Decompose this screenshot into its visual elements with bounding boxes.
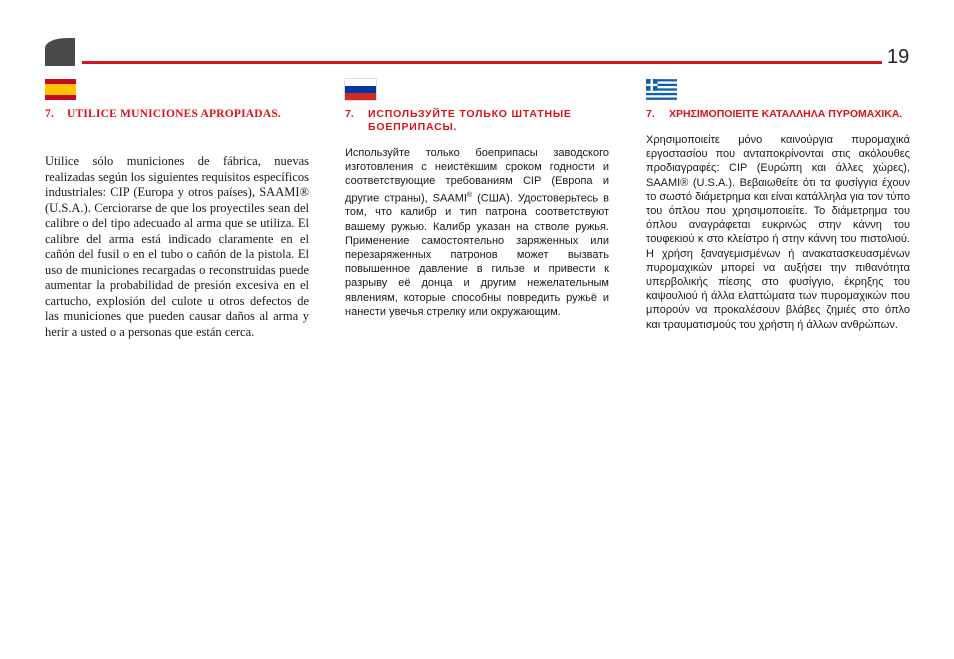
section-body xyxy=(345,146,609,319)
section-spanish xyxy=(45,108,309,340)
section-number: 7. xyxy=(345,108,354,120)
section-heading xyxy=(45,108,309,120)
section-title: ΧΡΗΣΙΜΟΠΟΙΕΙΤΕ ΚΑΤΑΛΛΗΛΑ ΠΥΡΟΜΑΧΙΚΑ. xyxy=(669,108,903,120)
section-russian xyxy=(345,108,609,319)
section-heading xyxy=(646,108,910,121)
header-rule xyxy=(82,61,882,64)
section-body: Χρησιμοποιείτε μόνο καινούργια πυρομαχικά εργοστασίου που ανταποκρίνονται στις ακόλουθες προδιαγραφές: CIP (Ευρώπη και άλλες χώρες), SAAMI® (U.S.A.). Βεβαιωθείτε ότι τα φυσίγγια έχουν το σωστό διάμετρημα και είναι κατάλληλα για τον τύπο του όπλου που χρησιμοποιείτε. Το διάμετρημα του όπλου αναγράφεται ευκρινώς στην κάννη του τουφεκιού κ στο κλείστρο ή στην κάννη του πιστολιού. Η χρήση ξαναγεμισμένων ή ανακατασκευασμένων πυρομαχικών μπορεί να αυξήσει την πιθανότητα υπερβολικής πίεσης στο φυσίγγιο, έκρηξης του καψουλιού ή άλλα ελαττώματα των πυρομαχικών που μπορούν να προκαλέσουν βλάβες ζημιές στο όπλο και τραυματισμούς του χρήστη ή άλλων ανθρώπων. xyxy=(646,134,910,331)
flag-spain-icon xyxy=(45,79,76,100)
section-title: UTILICE MUNICIONES APROPIADAS. xyxy=(67,108,281,120)
body-text-part: (США). Удостоверьтесь в том, что калибр и тип патрона соответствуют вашему ружью. Калибр указан на стволе ружья. Применение самостоятельно заряженных или перезаряженных патронов может вызвать повышенное давление в гильзе и привести к разрыву её донца и другим нежелательным явлениям, которые способны повредить ружьё и нанести увечья стрелку или окружающим. xyxy=(345,192,609,318)
section-number: 7. xyxy=(646,108,655,120)
brand-logo xyxy=(45,38,75,66)
section-greek xyxy=(646,108,910,332)
section-title: ИСПОЛЬЗУЙТЕ ТОЛЬКО ШТАТНЫЕ БОЕПРИПАСЫ. xyxy=(368,108,572,133)
registered-mark: ® xyxy=(466,191,473,199)
page-number: 19 xyxy=(887,46,910,68)
section-number: 7. xyxy=(45,108,55,120)
section-body: Utilice sólo municiones de fábrica, nuevas realizadas según los siguientes requisitos específicos industriales: CIP (Europa y otros países), SAAMI® (U.S.A.). Cerciorarse de que los proyectiles sean del calibre o del tipo adecuado al arma que se utiliza. El calibre del arma está indicado claramente en el cañón del fusil o en el tubo o cañón de la pistola. El uso de municiones recargadas o reconstruidas puede aumentar la probabilidad de presión excesiva en el cartucho, explosión del culote u otros defectos de las municiones que pueden causar daños al arma y herir a usted o a personas que están cerca. xyxy=(45,154,309,339)
body-text-part: Используйте только боеприпасы заводского изготовления с неистёкшим сроком годности и соответствующие требованиям CIP (Европа и другие страны), SAAMI xyxy=(345,147,609,205)
flag-russia-icon xyxy=(345,79,376,100)
flag-greece-icon xyxy=(646,79,677,100)
section-heading xyxy=(345,108,609,134)
